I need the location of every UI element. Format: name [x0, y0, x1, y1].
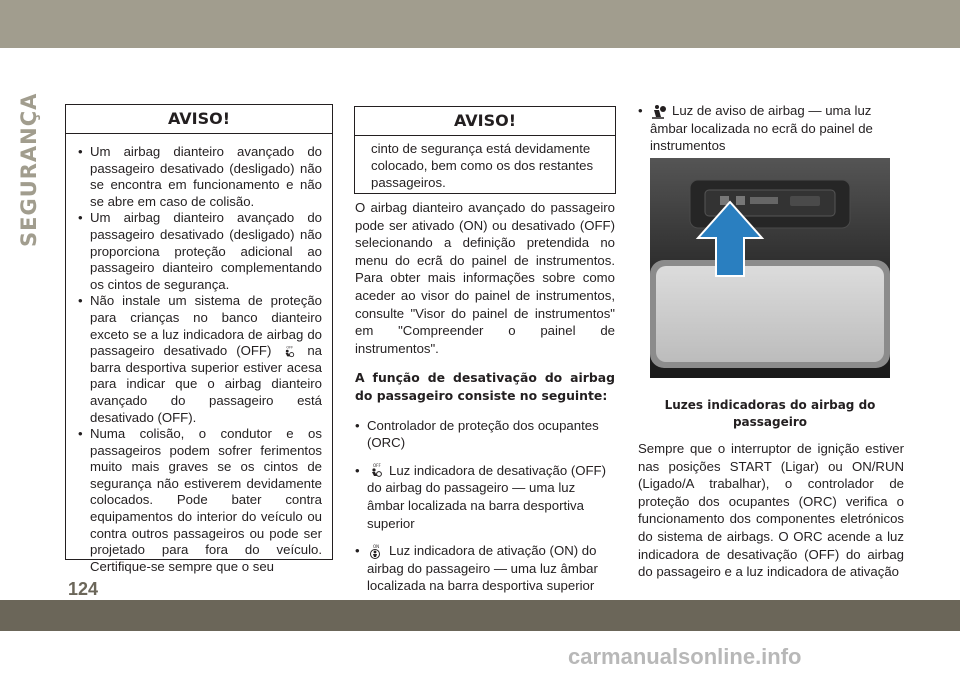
warning-item-part1: Não instale um sistema de proteção para crianças no banco dianteiro exceto se a luz indicadora de airbag do passageiro desativado (OFF) [90, 293, 322, 359]
warning-text: cinto de segurança está devidamente colocado, bem como os dos restantes passageiros. [371, 141, 594, 190]
warning-item: • Um airbag dianteiro avançado do passageiro desativado (desligado) não proporciona proteção adicional ao passageiro dianteiro complementando os cintos de segurança. [78, 210, 322, 293]
warning-title: AVISO! [66, 105, 332, 134]
footer-band [0, 600, 960, 631]
warning-box-2 [354, 106, 616, 194]
warning-list [66, 134, 332, 581]
warning-item: • Um airbag dianteiro avançado do passageiro desativado (desligado) não se encontra em funcionamento e não se abre em caso de colisão. [78, 144, 322, 210]
list-item: • OFF Luz indicadora de desativação (OFF) do airbag do passageiro — uma luz âmbar localizada na barra desportiva superior [355, 462, 606, 531]
warning-item-part2: na barra desportiva superior estiver acesa para indicar que o airbag dianteiro avançado do passageiro está desativado (OFF). [90, 343, 322, 425]
list-item: • Controlador de proteção dos ocupantes (ORC) [355, 417, 599, 451]
page-number: 124 [68, 579, 99, 599]
svg-text:OFF: OFF [373, 463, 381, 469]
paragraph: O airbag dianteiro avançado do passageiro pode ser ativado (ON) ou desativado (OFF) selecionando a definição pretendida no menu do ecrã do painel de instrumentos. Para obter mais informações sobre como aceder ao visor do painel de instrumentos, consulte "Visor do painel de instrumentos" em "Compreender o painel de instrumentos". [355, 200, 615, 356]
header-band [0, 0, 960, 48]
list-item-text: Luz indicadora de desativação (OFF) do airbag do passageiro — uma luz âmbar localizada na barra desportiva superior [367, 462, 606, 531]
warning-title: AVISO! [355, 107, 615, 136]
overhead-console-photo [650, 158, 890, 378]
list-item-text: Luz indicadora de ativação (ON) do airbag do passageiro — uma luz âmbar localizada na barra desportiva superior [367, 543, 598, 594]
watermark: carmanualsonline.info [568, 644, 802, 669]
list-item: • Luz de aviso de airbag — uma luz âmbar localizada no ecrã do painel de instrumentos [638, 103, 873, 154]
svg-text:ON: ON [373, 543, 380, 549]
console-illustration [650, 158, 890, 378]
section-title: SEGURANÇA [17, 92, 41, 247]
warning-item: • Numa colisão, o condutor e os passageiros podem sofrer ferimentos muito mais graves se os cintos de segurança não estiverem devidamente colocados. Pode bater contra equipamentos do interior do veículo ou contra outros passageiros ou pode ser projetado para fora do veículo. Certifique-se sempre que o seu [78, 426, 322, 575]
list-item-text: Luz de aviso de airbag — uma luz âmbar localizada no ecrã do painel de instrumentos [650, 103, 873, 154]
subheading: A função de desativação do airbag do passageiro consiste no seguinte: [355, 370, 615, 403]
airbag-warning-icon [650, 104, 668, 120]
warning-box-1 [65, 104, 333, 574]
warning-item [78, 293, 322, 426]
paragraph: Sempre que o interruptor de ignição estiver nas posições START (Ligar) ou ON/RUN (Ligado/A trabalhar), o controlador de proteção dos ocupantes (ORC) verifica o funcionamento dos componentes eletrónicos do sistema de airbags. O ORC acende a luz indicadora de desativação (OFF) do airbag do passageiro e a luz indicadora de ativação [638, 441, 904, 580]
airbag-off-icon [367, 463, 385, 479]
figure-caption: Luzes indicadoras do airbag do passageiro [664, 398, 876, 429]
column-3 [638, 102, 904, 155]
column-2 [355, 199, 615, 595]
airbag-on-icon [367, 544, 385, 560]
list-item: • ON Luz indicadora de ativação (ON) do airbag do passageiro — uma luz âmbar localizada na barra desportiva superior [355, 543, 598, 594]
list-item-text: Controlador de proteção dos ocupantes (ORC) [367, 417, 599, 451]
svg-text:OFF: OFF [286, 345, 294, 350]
airbag-off-icon [282, 345, 296, 359]
section-tab [16, 92, 44, 250]
